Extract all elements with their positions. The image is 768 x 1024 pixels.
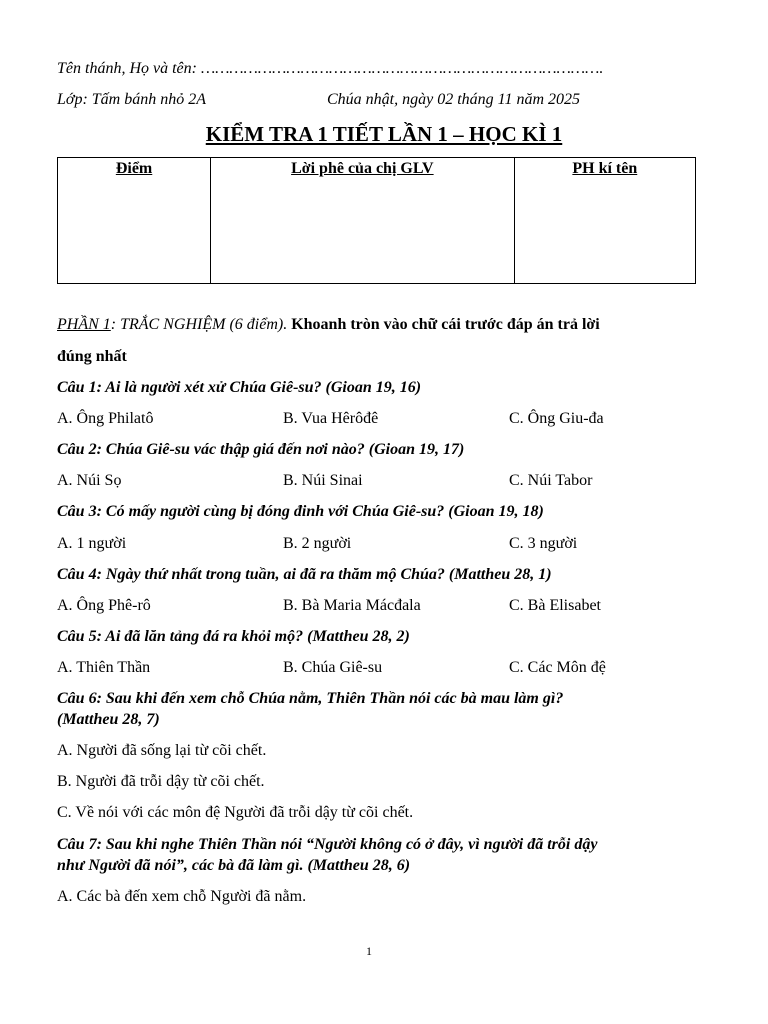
question-3: Câu 3: Có mấy người cùng bị đóng đinh với Chúa Giê-su? (Gioan 19, 18) <box>57 503 544 520</box>
section1-colon: : <box>110 316 121 333</box>
q2-option-c: C. Núi Tabor <box>509 472 593 489</box>
q6-option-c: C. Về nói với các môn đệ Người đã trỗi dậy từ cõi chết. <box>57 804 414 821</box>
page-number: 1 <box>366 944 372 958</box>
question-6-line-1: Câu 6: Sau khi đến xem chỗ Chúa nằm, Thiên Thần nói các bà mau làm gì? <box>57 690 564 707</box>
section1-label: PHẦN 1 <box>57 316 111 333</box>
q6-option-a: A. Người đã sống lại từ cõi chết. <box>57 742 267 759</box>
question-7-line-1: Câu 7: Sau khi nghe Thiên Thần nói “Người không có ở đây, vì người đã trỗi dậy <box>57 836 598 853</box>
q3-option-c: C. 3 người <box>509 535 578 552</box>
q4-option-c: C. Bà Elisabet <box>509 597 601 614</box>
grade-header-score: Điểm <box>58 158 211 284</box>
q3-option-a: A. 1 người <box>57 535 127 552</box>
q5-option-a: A. Thiên Thần <box>57 659 151 676</box>
question-5: Câu 5: Ai đã lăn tảng đá ra khỏi mộ? (Mattheu 28, 2) <box>57 628 410 645</box>
section1-heading <box>57 316 600 334</box>
q4-option-b: B. Bà Maria Mácđala <box>283 597 421 614</box>
q2-option-a: A. Núi Sọ <box>57 472 122 489</box>
class-line: Lớp: Tấm bánh nhỏ 2A <box>57 91 206 108</box>
q3-option-b: B. 2 người <box>283 535 352 552</box>
q1-option-c: C. Ông Giu-đa <box>509 410 604 427</box>
q7-option-a: A. Các bà đến xem chỗ Người đã nằm. <box>57 888 307 905</box>
name-line: Tên thánh, Họ và tên: …………………………………………………………………………. <box>57 60 604 77</box>
q5-option-c: C. Các Môn đệ <box>509 659 606 676</box>
q5-option-b: B. Chúa Giê-su <box>283 659 383 676</box>
grade-header-parent-signature: PH kí tên <box>514 158 695 284</box>
section1-heading-italic: TRẮC NGHIỆM (6 điểm). <box>120 316 288 333</box>
section1-instruction-2: đúng nhất <box>57 348 127 365</box>
q1-option-b: B. Vua Hêrôđê <box>283 410 379 427</box>
question-6-line-2: (Mattheu 28, 7) <box>57 711 160 728</box>
question-1: Câu 1: Ai là người xét xử Chúa Giê-su? (Gioan 19, 16) <box>57 379 422 396</box>
q1-option-a: A. Ông Philatô <box>57 410 154 427</box>
question-4: Câu 4: Ngày thứ nhất trong tuần, ai đã ra thăm mộ Chúa? (Mattheu 28, 1) <box>57 566 552 583</box>
question-2: Câu 2: Chúa Giê-su vác thập giá đến nơi nào? (Gioan 19, 17) <box>57 441 465 458</box>
q6-option-b: B. Người đã trỗi dậy từ cõi chết. <box>57 773 265 790</box>
grade-table <box>57 157 696 284</box>
q4-option-a: A. Ông Phê-rô <box>57 597 151 614</box>
grade-header-comment: Lời phê của chị GLV <box>211 158 515 284</box>
page-title: KIỂM TRA 1 TIẾT LẦN 1 – HỌC KÌ 1 <box>205 122 563 146</box>
date-line: Chúa nhật, ngày 02 tháng 11 năm 2025 <box>327 91 581 108</box>
section1-instruction-1: Khoanh tròn vào chữ cái trước đáp án trả lời <box>287 316 600 333</box>
q2-option-b: B. Núi Sinai <box>283 472 363 489</box>
question-7-line-2: như Người đã nói”, các bà đã làm gì. (Mattheu 28, 6) <box>57 857 411 874</box>
